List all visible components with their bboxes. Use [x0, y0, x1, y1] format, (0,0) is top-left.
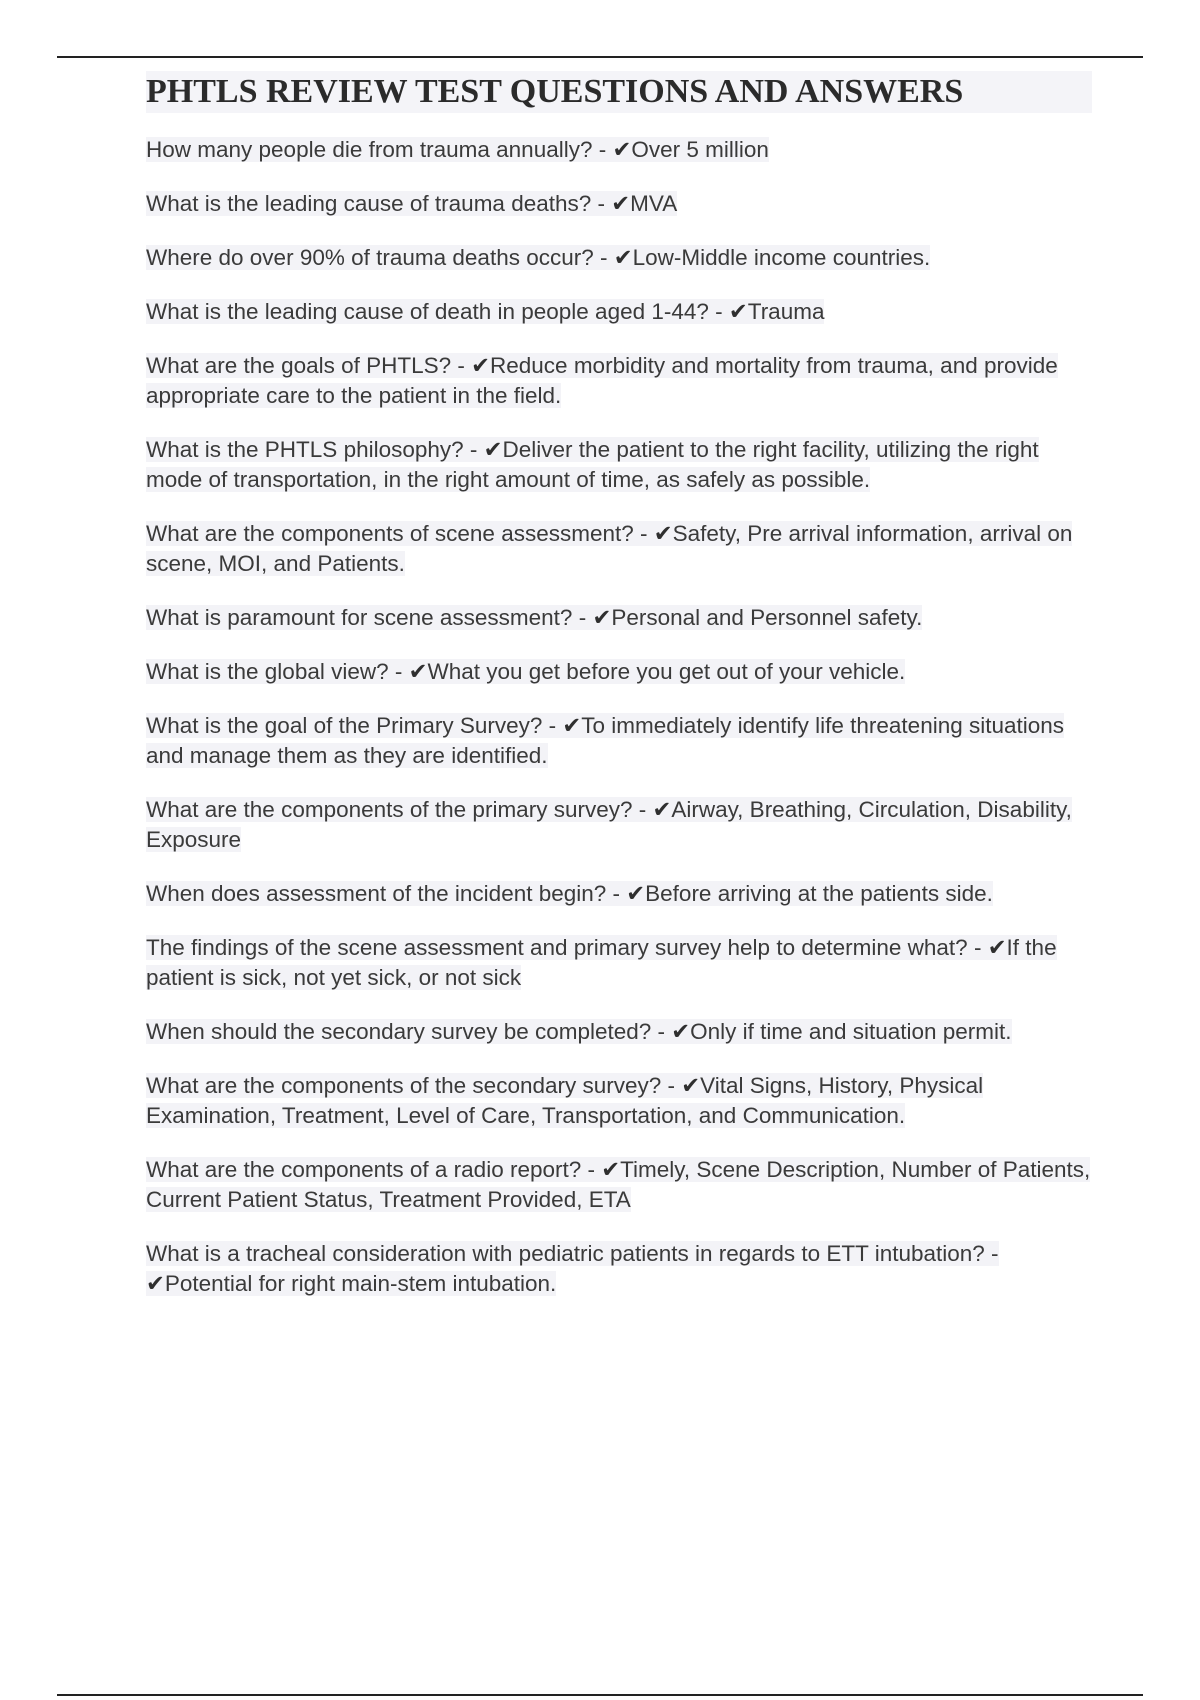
- question-text: When should the secondary survey be completed?: [146, 1019, 652, 1044]
- answer-text: Potential for right main-stem intubation.: [164, 1271, 557, 1296]
- check-icon: ✔: [652, 797, 672, 823]
- qa-item: [146, 189, 1092, 219]
- qa-item: [146, 243, 1092, 273]
- check-icon: ✔: [592, 605, 612, 631]
- check-icon: ✔: [612, 137, 632, 163]
- check-icon: ✔: [611, 191, 631, 217]
- question-text: What is the PHTLS philosophy?: [146, 437, 464, 462]
- qa-item: [146, 435, 1092, 495]
- check-icon: ✔: [653, 521, 673, 547]
- separator: -: [708, 299, 729, 324]
- question-text: The findings of the scene assessment and primary survey help to determine what?: [146, 935, 968, 960]
- check-icon: ✔: [146, 1271, 165, 1297]
- qa-item: [146, 711, 1092, 771]
- question-text: When does assessment of the incident begin?: [146, 881, 607, 906]
- qa-item: [146, 603, 1092, 633]
- qa-list: [146, 135, 1092, 1299]
- answer-text: Personal and Personnel safety.: [611, 605, 923, 630]
- answer-text: Over 5 million: [631, 137, 769, 162]
- separator: -: [591, 191, 612, 216]
- qa-item: [146, 351, 1092, 411]
- qa-item: [146, 297, 1092, 327]
- answer-text: Only if time and situation permit.: [690, 1019, 1012, 1044]
- question-text: What are the components of the secondary survey?: [146, 1073, 662, 1098]
- qa-item: [146, 933, 1092, 993]
- check-icon: ✔: [671, 1019, 691, 1045]
- answer-text: Trauma: [747, 299, 825, 324]
- check-icon: ✔: [728, 299, 748, 325]
- check-icon: ✔: [601, 1157, 621, 1183]
- check-icon: ✔: [471, 353, 491, 379]
- separator: -: [572, 605, 593, 630]
- answer-text: Low-Middle income countries.: [632, 245, 931, 270]
- answer-text: Timely, Scene Description, Number of Patients, Current Patient Status, Treatment Provided, ETA: [146, 1157, 1091, 1212]
- check-icon: ✔: [613, 245, 633, 271]
- question-text: What are the components of scene assessment?: [146, 521, 634, 546]
- separator: -: [451, 353, 472, 378]
- qa-item: [146, 519, 1092, 579]
- answer-text: MVA: [630, 191, 678, 216]
- top-rule: [57, 56, 1143, 58]
- answer-text: If the patient is sick, not yet sick, or not sick: [146, 935, 1057, 990]
- question-text: How many people die from trauma annually?: [146, 137, 593, 162]
- separator: -: [463, 437, 484, 462]
- check-icon: ✔: [626, 881, 646, 907]
- separator: -: [661, 1073, 682, 1098]
- answer-text: Deliver the patient to the right facility, utilizing the right mode of transportation, in the right amount of time, as safely as possible.: [146, 437, 1039, 492]
- qa-item: [146, 795, 1092, 855]
- question-text: What are the components of a radio report?: [146, 1157, 582, 1182]
- qa-item: [146, 1071, 1092, 1131]
- question-text: What is paramount for scene assessment?: [146, 605, 573, 630]
- separator: -: [651, 1019, 672, 1044]
- separator: -: [967, 935, 988, 960]
- qa-item: [146, 657, 1092, 687]
- check-icon: ✔: [681, 1073, 701, 1099]
- separator: -: [581, 1157, 602, 1182]
- answer-text: What you get before you get out of your vehicle.: [427, 659, 906, 684]
- answer-text: Airway, Breathing, Circulation, Disability, Exposure: [146, 797, 1072, 852]
- question-text: What is the global view?: [146, 659, 389, 684]
- question-text: What are the components of the primary survey?: [146, 797, 633, 822]
- check-icon: ✔: [562, 713, 582, 739]
- answer-text: To immediately identify life threatening situations and manage them as they are identified.: [146, 713, 1065, 768]
- bottom-rule: [57, 1694, 1143, 1696]
- answer-text: Vital Signs, History, Physical Examination, Treatment, Level of Care, Transportation, and Communication.: [146, 1073, 984, 1128]
- separator: -: [984, 1241, 999, 1266]
- separator: -: [592, 137, 613, 162]
- document-title: PHTLS REVIEW TEST QUESTIONS AND ANSWERS: [146, 71, 1092, 113]
- separator: -: [542, 713, 563, 738]
- answer-text: Safety, Pre arrival information, arrival on scene, MOI, and Patients.: [146, 521, 1073, 576]
- qa-item: [146, 1155, 1092, 1215]
- check-icon: ✔: [408, 659, 428, 685]
- question-text: What are the goals of PHTLS?: [146, 353, 452, 378]
- separator: -: [632, 797, 653, 822]
- separator: -: [633, 521, 654, 546]
- qa-item: [146, 879, 1092, 909]
- separator: -: [606, 881, 627, 906]
- qa-item: [146, 135, 1092, 165]
- question-text: What is the goal of the Primary Survey?: [146, 713, 543, 738]
- question-text: What is the leading cause of death in people aged 1-44?: [146, 299, 709, 324]
- check-icon: ✔: [987, 935, 1007, 961]
- answer-text: Before arriving at the patients side.: [645, 881, 993, 906]
- answer-text: Reduce morbidity and mortality from trauma, and provide appropriate care to the patient in the field.: [146, 353, 1058, 408]
- document-body: [146, 71, 1092, 1323]
- check-icon: ✔: [483, 437, 503, 463]
- qa-item: [146, 1239, 1092, 1299]
- question-text: Where do over 90% of trauma deaths occur?: [146, 245, 594, 270]
- question-text: What is a tracheal consideration with pediatric patients in regards to ETT intubation?: [146, 1241, 985, 1266]
- question-text: What is the leading cause of trauma deaths?: [146, 191, 592, 216]
- separator: -: [388, 659, 409, 684]
- qa-item: [146, 1017, 1092, 1047]
- separator: -: [593, 245, 614, 270]
